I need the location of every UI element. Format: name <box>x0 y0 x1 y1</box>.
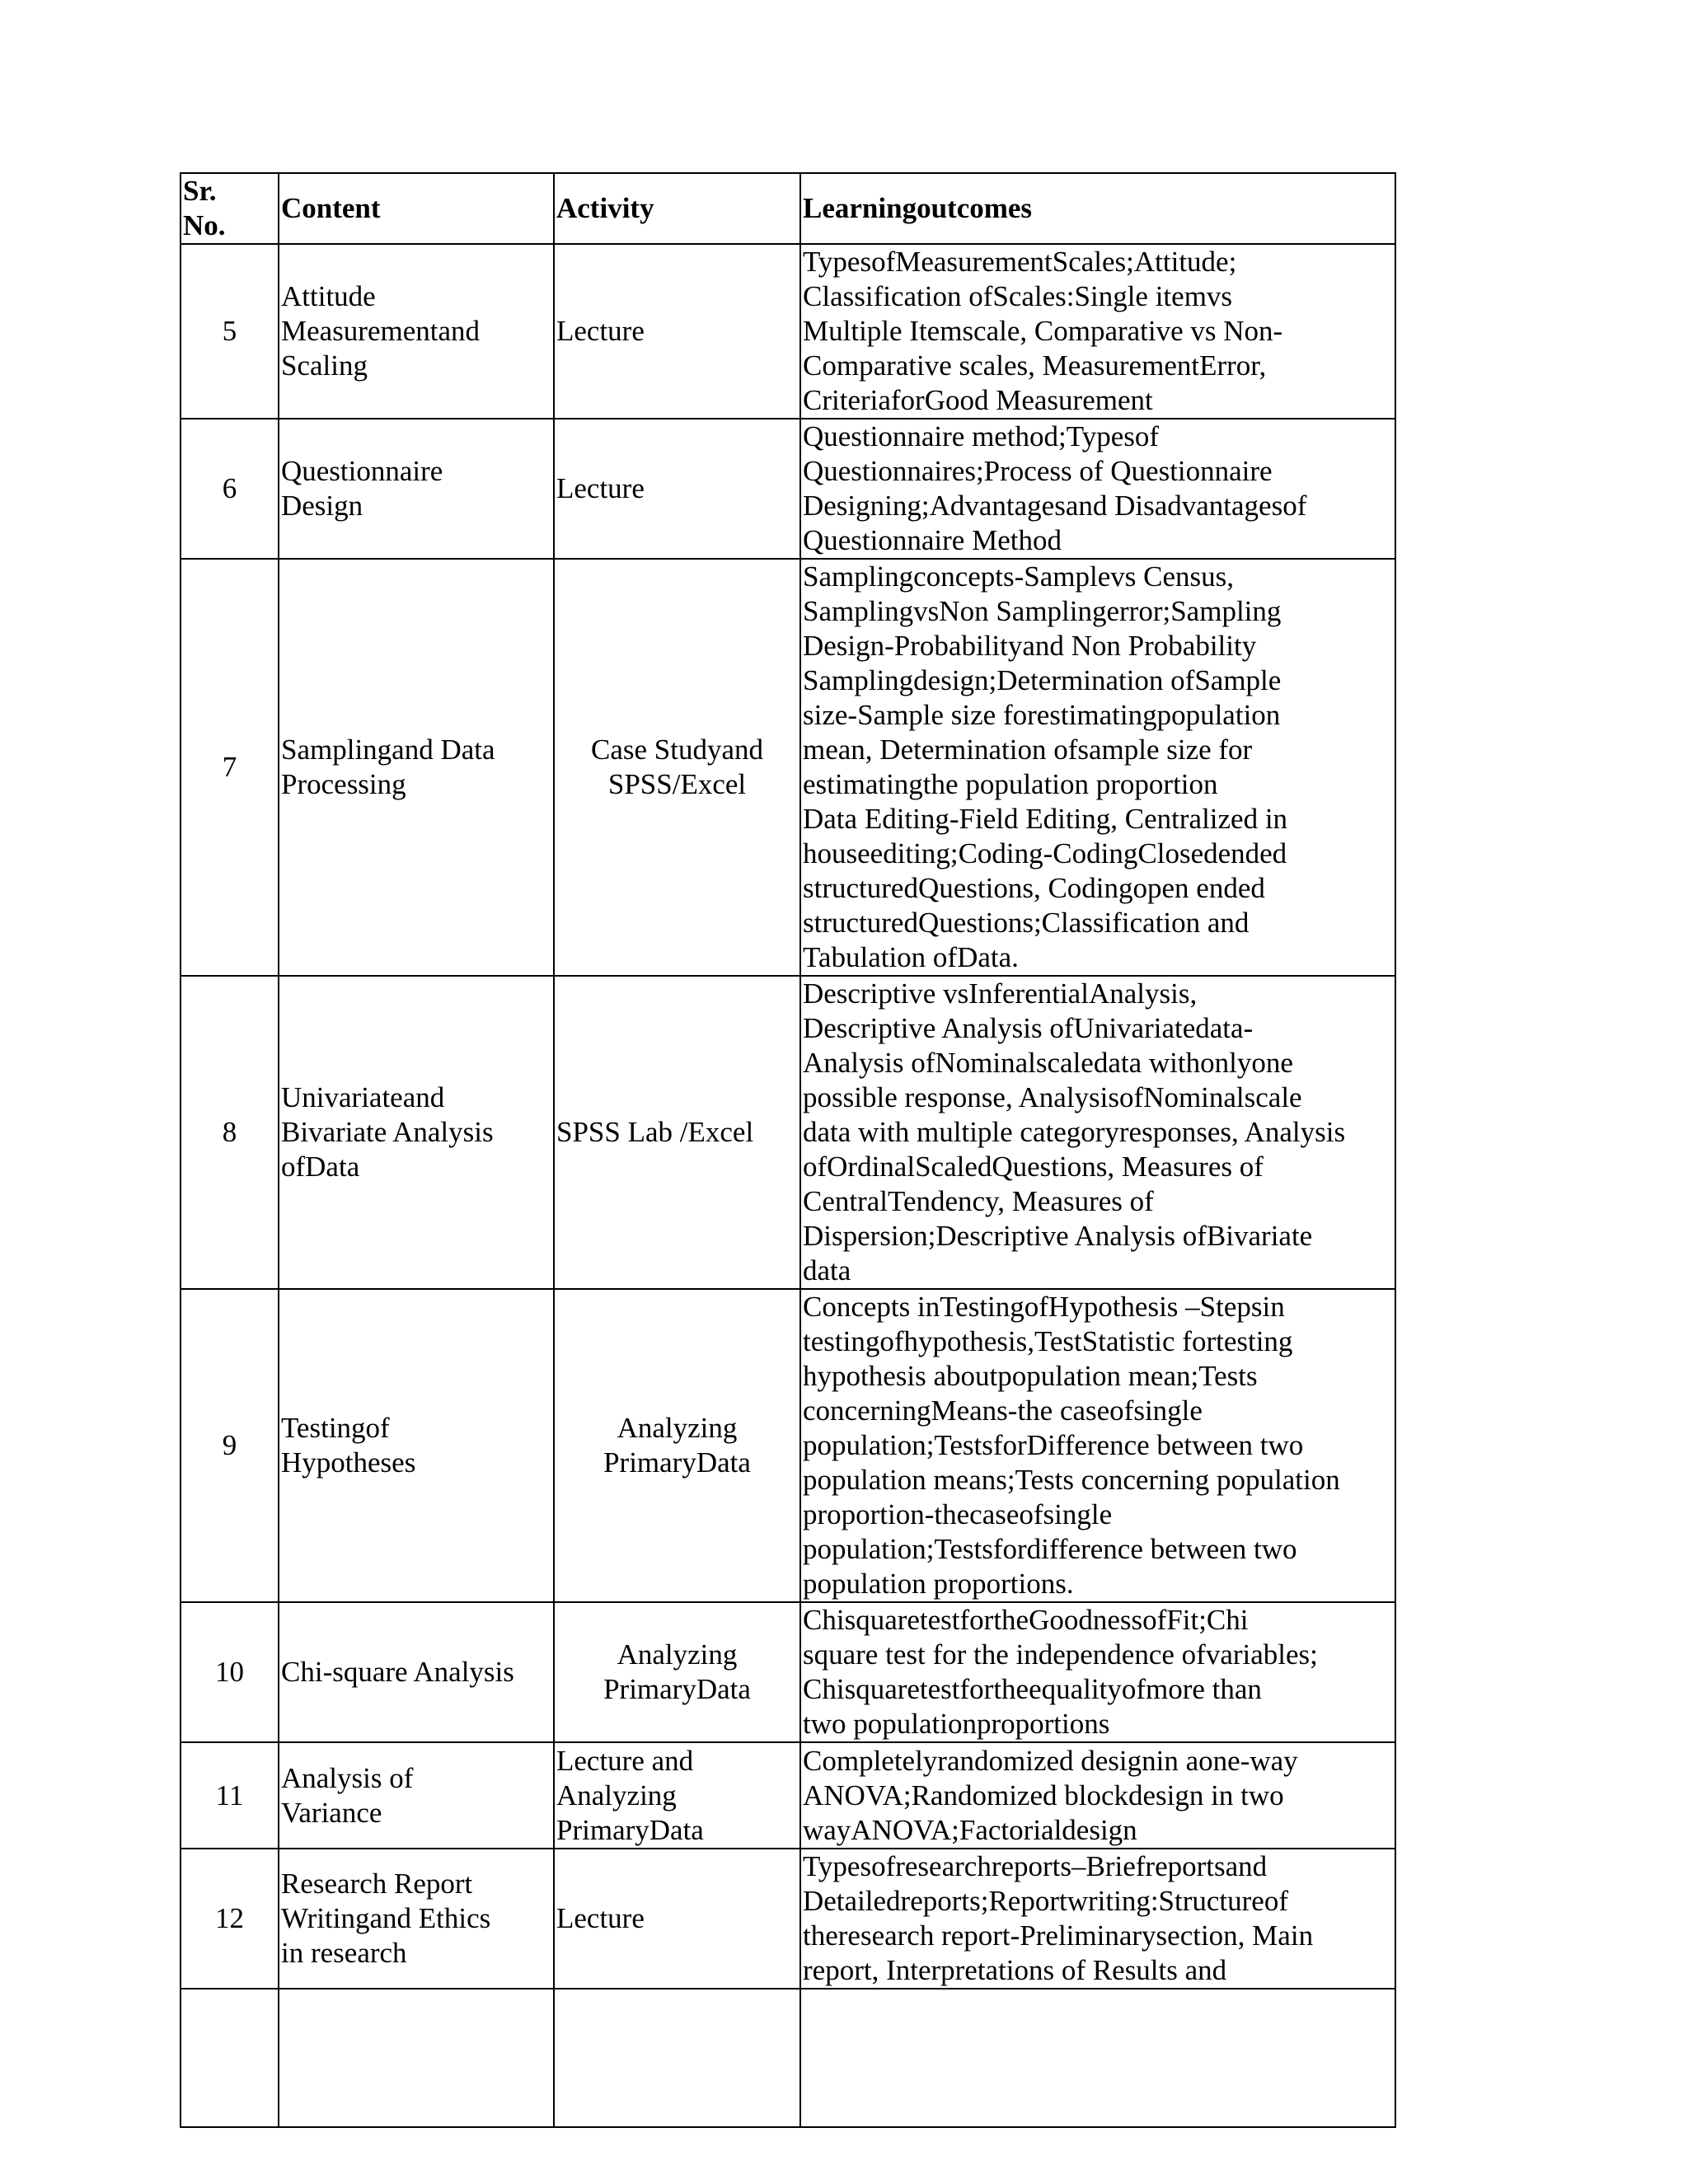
header-sr-no: Sr. No. <box>181 173 279 244</box>
header-content: Content <box>279 173 554 244</box>
table-row <box>181 1742 1395 1849</box>
header-activity: Activity <box>554 173 800 244</box>
content-cell: Attitude Measurementand Scaling <box>279 244 554 419</box>
sr-no-cell: 12 <box>181 1849 279 1989</box>
content-cell: Research Report Writingand Ethics in research <box>279 1849 554 1989</box>
outcomes-cell: ChisquaretestfortheGoodnessofFit;Chi square test for the independence ofvariables; Chisquaretestfortheequalityofmore than two populationproportions <box>800 1602 1395 1742</box>
content-cell: Testingof Hypotheses <box>279 1289 554 1602</box>
outcomes-cell: Questionnaire method;Typesof Questionnaires;Process of Questionnaire Designing;Advantagesand Disadvantagesof Questionnaire Method <box>800 419 1395 559</box>
sr-no-cell: 5 <box>181 244 279 419</box>
sr-no-cell: 7 <box>181 559 279 976</box>
sr-no-cell: 8 <box>181 976 279 1289</box>
table-row <box>181 559 1395 976</box>
sr-no-cell: 11 <box>181 1742 279 1849</box>
table-row <box>181 244 1395 419</box>
content-cell: Chi-square Analysis <box>279 1602 554 1742</box>
content-cell: Univariateand Bivariate Analysis ofData <box>279 976 554 1289</box>
sr-no-cell: 10 <box>181 1602 279 1742</box>
activity-cell: Lecture and Analyzing PrimaryData <box>554 1742 800 1849</box>
activity-cell: Lecture <box>554 244 800 419</box>
header-learning-outcomes: Learningoutcomes <box>800 173 1395 244</box>
course-content-table <box>180 172 1396 2128</box>
table-header-row <box>181 173 1395 244</box>
table-row <box>181 1602 1395 1742</box>
outcomes-cell: Completelyrandomized designin aone-way ANOVA;Randomized blockdesign in two wayANOVA;Factorialdesign <box>800 1742 1395 1849</box>
content-cell <box>279 1989 554 2127</box>
activity-cell: Lecture <box>554 419 800 559</box>
sr-no-cell: 9 <box>181 1289 279 1602</box>
outcomes-cell <box>800 1989 1395 2127</box>
activity-cell: Lecture <box>554 1849 800 1989</box>
sr-no-cell <box>181 1989 279 2127</box>
activity-cell <box>554 1989 800 2127</box>
outcomes-cell: Typesofresearchreports–Briefreportsand Detailedreports;Reportwriting:Structureof theresearch report-Preliminarysection, Main report, Interpretations of Results and <box>800 1849 1395 1989</box>
outcomes-cell: TypesofMeasurementScales;Attitude; Classification ofScales:Single itemvs Multiple Itemscale, Comparative vs Non- Comparative scales, MeasurementError, CriteriaforGood Measurement <box>800 244 1395 419</box>
table-row-empty <box>181 1989 1395 2127</box>
outcomes-cell: Descriptive vsInferentialAnalysis, Descriptive Analysis ofUnivariatedata- Analysis ofNominalscaledata withonlyone possible response, AnalysisofNominalscale data with multiple categoryresponses, Analysis ofOrdinalScaledQuestions, Measures of CentralTendency, Measures of Dispersion;Descriptive Analysis ofBivariate data <box>800 976 1395 1289</box>
content-cell: Analysis of Variance <box>279 1742 554 1849</box>
content-cell: Questionnaire Design <box>279 419 554 559</box>
activity-cell: Analyzing PrimaryData <box>554 1289 800 1602</box>
table-row <box>181 1289 1395 1602</box>
activity-cell: Analyzing PrimaryData <box>554 1602 800 1742</box>
table-row <box>181 1849 1395 1989</box>
activity-cell: SPSS Lab /Excel <box>554 976 800 1289</box>
outcomes-cell: Concepts inTestingofHypothesis –Stepsin testingofhypothesis,TestStatistic fortesting hypothesis aboutpopulation mean;Tests concerningMeans-the caseofsingle population;TestsforDifference between two population means;Tests concerning population proportion-thecaseofsingle population;Testsfordifference between two population proportions. <box>800 1289 1395 1602</box>
activity-cell: Case Studyand SPSS/Excel <box>554 559 800 976</box>
table-row <box>181 419 1395 559</box>
content-cell: Samplingand Data Processing <box>279 559 554 976</box>
outcomes-cell: Samplingconcepts-Samplevs Census, SamplingvsNon Samplingerror;Sampling Design-Probabilityand Non Probability Samplingdesign;Determination ofSample size-Sample size forestimatingpopulation mean, Determination ofsample size for estimatingthe population proportion Data Editing-Field Editing, Centralized in houseediting;Coding-CodingClosedended structuredQuestions, Codingopen ended structuredQuestions;Classification and Tabulation ofData. <box>800 559 1395 976</box>
table-row <box>181 976 1395 1289</box>
sr-no-cell: 6 <box>181 419 279 559</box>
